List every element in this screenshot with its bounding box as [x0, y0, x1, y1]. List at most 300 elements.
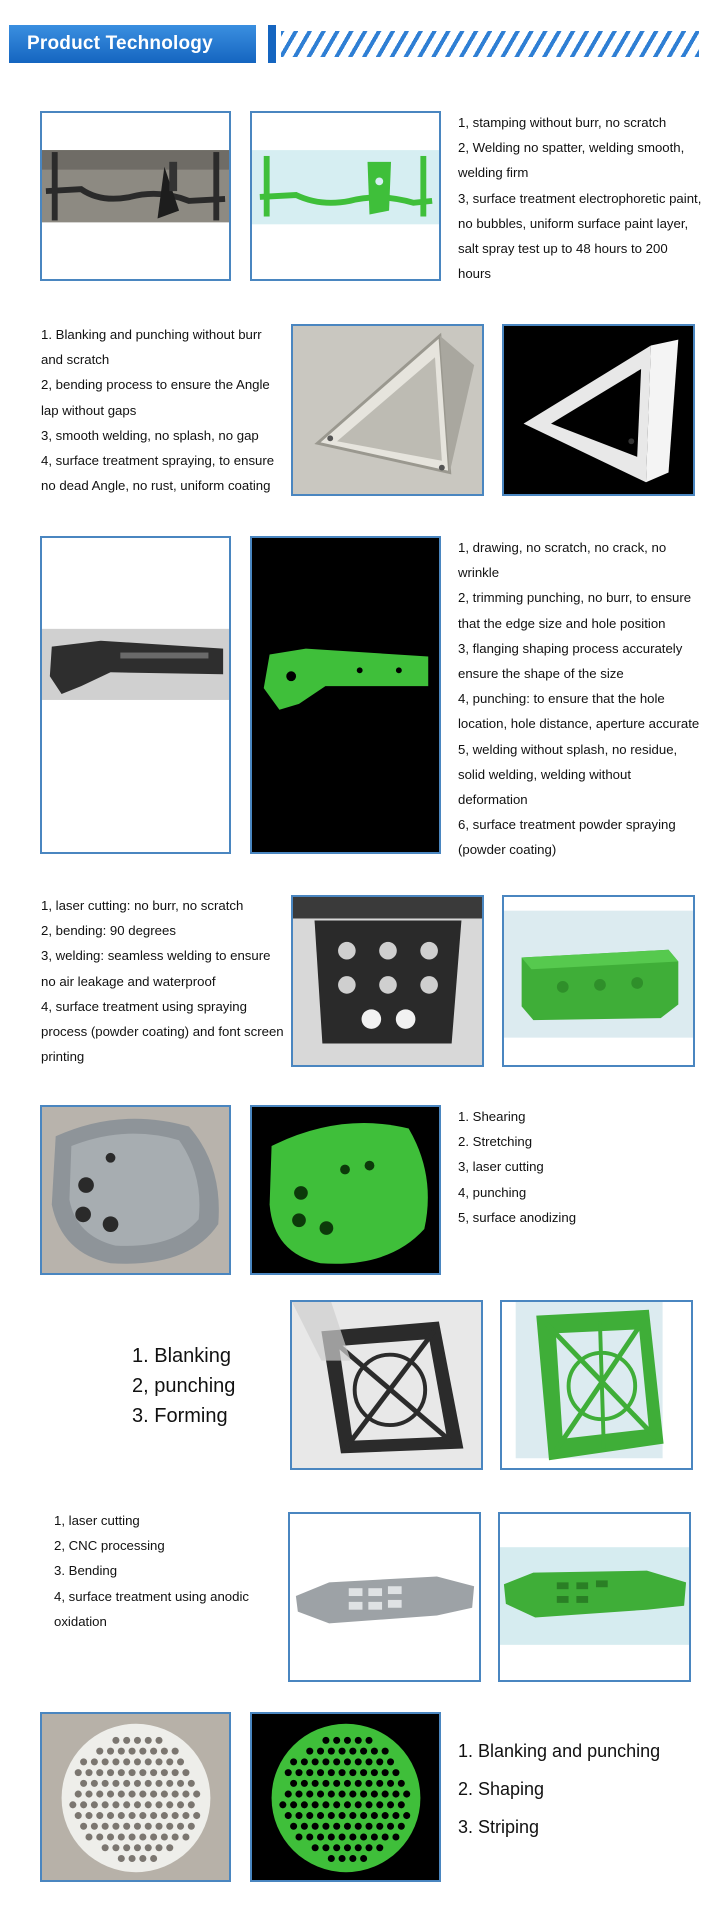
disc-hole — [382, 1834, 389, 1841]
disc-hole — [177, 1780, 184, 1787]
disc-hole — [107, 1748, 114, 1755]
section-3-line: location, hole distance, aperture accurate — [458, 716, 700, 732]
section-6-line: 3. Forming — [132, 1405, 228, 1427]
section-2-line: 1. Blanking and punching without burr — [41, 327, 262, 342]
disc-hole — [295, 1834, 302, 1841]
disc-hole — [317, 1748, 324, 1755]
section-2-line: 3, smooth welding, no splash, no gap — [41, 427, 259, 443]
render-green-chassis — [498, 1512, 691, 1682]
disc-hole — [85, 1791, 92, 1798]
disc-hole — [295, 1769, 302, 1776]
disc-hole — [161, 1791, 168, 1798]
disc-hole — [155, 1801, 162, 1808]
disc-hole — [312, 1823, 319, 1830]
section-8-line: 1. Blanking and punching — [458, 1741, 661, 1761]
section-1-line: 3, surface treatment electrophoretic paint, — [458, 190, 702, 206]
disc-hole — [360, 1812, 367, 1819]
disc-hole — [344, 1758, 351, 1765]
disc-hole — [306, 1791, 313, 1798]
disc-hole — [376, 1780, 383, 1787]
disc-hole — [96, 1769, 103, 1776]
disc-hole — [365, 1780, 372, 1787]
disc-hole — [392, 1834, 399, 1841]
disc-hole — [75, 1769, 82, 1776]
disc-hole — [75, 1812, 82, 1819]
disc-hole — [339, 1834, 346, 1841]
section-1-line: hours — [458, 266, 491, 282]
disc-hole — [139, 1834, 146, 1841]
disc-hole — [139, 1748, 146, 1755]
disc-hole — [102, 1780, 109, 1787]
disc-hole — [290, 1780, 297, 1787]
section-2-text — [41, 322, 274, 498]
disc-hole — [123, 1801, 130, 1808]
section-3-line: ensure the shape of the size — [458, 666, 624, 682]
disc-hole — [387, 1801, 394, 1808]
section-7-text — [54, 1508, 249, 1634]
disc-hole — [139, 1769, 146, 1776]
disc-hole — [107, 1769, 114, 1776]
disc-hole — [85, 1834, 92, 1841]
disc-hole — [102, 1758, 109, 1765]
disc-hole — [172, 1791, 179, 1798]
section-3-text — [458, 535, 699, 863]
disc-hole — [301, 1780, 308, 1787]
disc-hole — [371, 1769, 378, 1776]
disc-hole — [118, 1769, 125, 1776]
disc-hole — [355, 1844, 362, 1851]
disc-hole — [387, 1780, 394, 1787]
section-2-line: lap without gaps — [41, 402, 137, 418]
disc-hole — [290, 1758, 297, 1765]
disc-hole — [112, 1823, 119, 1830]
disc-hole — [166, 1801, 173, 1808]
section-4-line: printing — [41, 1049, 85, 1065]
section-2-line: 2, bending process to ensure the Angle — [41, 377, 270, 393]
disc-hole — [182, 1834, 189, 1841]
disc-hole — [155, 1758, 162, 1765]
disc-hole — [339, 1812, 346, 1819]
disc-hole — [285, 1791, 292, 1798]
disc-hole — [150, 1748, 157, 1755]
disc-hole — [188, 1823, 195, 1830]
disc-hole — [333, 1737, 340, 1744]
section-8-line: 2. Shaping — [458, 1779, 545, 1799]
disc-hole — [150, 1834, 157, 1841]
disc-hole — [123, 1780, 130, 1787]
disc-hole — [365, 1801, 372, 1808]
disc-hole — [107, 1834, 114, 1841]
photo-triangle-bracket — [291, 324, 484, 496]
disc-hole — [317, 1791, 324, 1798]
disc-hole — [80, 1823, 87, 1830]
section-5-line: 5, surface anodizing — [458, 1209, 577, 1225]
disc-hole — [150, 1855, 157, 1862]
disc-hole — [129, 1834, 136, 1841]
render-green-cover — [250, 1105, 441, 1275]
disc-hole — [333, 1780, 340, 1787]
disc-hole — [376, 1801, 383, 1808]
disc-hole — [290, 1801, 297, 1808]
disc-hole — [333, 1758, 340, 1765]
disc-hole — [328, 1855, 335, 1862]
disc-hole — [349, 1748, 356, 1755]
disc-hole — [91, 1780, 98, 1787]
photo-perforated-disc — [40, 1712, 231, 1882]
disc-hole — [69, 1801, 76, 1808]
disc-hole — [177, 1823, 184, 1830]
disc-hole — [134, 1801, 141, 1808]
disc-hole — [339, 1791, 346, 1798]
section-2-line: 4, surface treatment spraying, to ensure — [41, 453, 275, 469]
disc-hole — [85, 1769, 92, 1776]
disc-hole — [306, 1769, 313, 1776]
render-triangle-bracket — [502, 324, 695, 496]
disc-hole — [339, 1769, 346, 1776]
disc-hole — [285, 1812, 292, 1819]
section-6-line: 2, punching — [132, 1375, 236, 1397]
disc-hole — [355, 1801, 362, 1808]
disc-hole — [376, 1758, 383, 1765]
disc-hole — [193, 1812, 200, 1819]
section-5-line: 1. Shearing — [458, 1109, 526, 1124]
disc-hole — [295, 1791, 302, 1798]
disc-hole — [172, 1812, 179, 1819]
disc-hole — [112, 1780, 119, 1787]
disc-hole — [376, 1823, 383, 1830]
disc-hole — [123, 1823, 130, 1830]
disc-hole — [145, 1758, 152, 1765]
disc-hole — [123, 1844, 130, 1851]
disc-hole — [322, 1801, 329, 1808]
disc-hole — [155, 1823, 162, 1830]
disc-hole — [295, 1812, 302, 1819]
disc-hole — [118, 1855, 125, 1862]
section-8-line: 3. Striping — [458, 1817, 540, 1837]
disc-hole — [182, 1791, 189, 1798]
section-3-line: 2, trimming punching, no burr, to ensure — [458, 590, 692, 606]
render-green-rack — [250, 111, 441, 281]
disc-hole — [112, 1758, 119, 1765]
photo-perforated-box — [291, 895, 484, 1067]
disc-hole — [306, 1748, 313, 1755]
disc-hole — [403, 1812, 410, 1819]
section-1-line: 1, stamping without burr, no scratch — [458, 115, 667, 130]
disc-hole — [139, 1791, 146, 1798]
section-3-line: deformation — [458, 792, 528, 808]
disc-hole — [403, 1791, 410, 1798]
section-7-line: oxidation — [54, 1613, 107, 1629]
section-3-line: 3, flanging shaping process accurately — [458, 640, 683, 656]
disc-hole — [382, 1812, 389, 1819]
disc-hole — [285, 1769, 292, 1776]
render-green-disc — [250, 1712, 441, 1882]
disc-hole — [279, 1801, 286, 1808]
disc-hole — [102, 1801, 109, 1808]
disc-hole — [365, 1823, 372, 1830]
section-1-line: 2, Welding no spatter, welding smooth, — [458, 140, 685, 156]
disc-hole — [161, 1769, 168, 1776]
disc-hole — [392, 1812, 399, 1819]
disc-hole — [123, 1758, 130, 1765]
disc-hole — [349, 1791, 356, 1798]
disc-hole — [382, 1748, 389, 1755]
section-3-line: that the edge size and hole position — [458, 615, 666, 631]
disc-hole — [145, 1844, 152, 1851]
disc-hole — [328, 1791, 335, 1798]
disc-hole — [365, 1758, 372, 1765]
disc-hole — [129, 1855, 136, 1862]
disc-hole — [75, 1791, 82, 1798]
disc-hole — [301, 1758, 308, 1765]
section-4-line: 2, bending: 90 degrees — [41, 923, 176, 939]
disc-hole — [118, 1834, 125, 1841]
disc-hole — [392, 1791, 399, 1798]
disc-hole — [322, 1758, 329, 1765]
section-6-line: 1. Blanking — [132, 1345, 231, 1367]
disc-hole — [129, 1748, 136, 1755]
disc-hole — [134, 1737, 141, 1744]
section-4-text — [41, 893, 284, 1069]
disc-hole — [328, 1769, 335, 1776]
disc-hole — [371, 1812, 378, 1819]
disc-hole — [118, 1791, 125, 1798]
disc-hole — [312, 1844, 319, 1851]
disc-hole — [102, 1844, 109, 1851]
disc-hole — [129, 1812, 136, 1819]
disc-hole — [301, 1801, 308, 1808]
disc-hole — [387, 1823, 394, 1830]
disc-hole — [322, 1844, 329, 1851]
photo-disc-svg — [42, 1714, 229, 1880]
section-5-text — [458, 1104, 576, 1230]
disc-hole — [80, 1780, 87, 1787]
disc-hole — [118, 1812, 125, 1819]
section-1-line: no bubbles, uniform surface paint layer, — [458, 215, 689, 231]
disc-hole — [145, 1737, 152, 1744]
disc-hole — [344, 1844, 351, 1851]
disc-hole — [344, 1737, 351, 1744]
disc-hole — [322, 1737, 329, 1744]
disc-hole — [317, 1812, 324, 1819]
disc-hole — [371, 1834, 378, 1841]
disc-hole — [317, 1769, 324, 1776]
disc-hole — [96, 1812, 103, 1819]
disc-hole — [349, 1769, 356, 1776]
disc-hole — [161, 1834, 168, 1841]
disc-hole — [355, 1823, 362, 1830]
disc-hole — [172, 1748, 179, 1755]
disc-hole — [134, 1758, 141, 1765]
disc-hole — [349, 1812, 356, 1819]
render-green-spoked-plate — [500, 1300, 693, 1470]
disc-hole — [112, 1801, 119, 1808]
disc-hole — [123, 1737, 130, 1744]
section-3-line: 5, welding without splash, no residue, — [458, 741, 678, 757]
disc-hole — [172, 1834, 179, 1841]
banner-gap — [256, 25, 268, 63]
disc-hole — [317, 1834, 324, 1841]
photo-drawn-part — [40, 536, 231, 854]
section-5-line: 2. Stretching — [458, 1134, 533, 1150]
disc-hole — [322, 1823, 329, 1830]
disc-hole — [344, 1801, 351, 1808]
section-7-line: 1, laser cutting — [54, 1513, 140, 1528]
disc-hole — [166, 1844, 173, 1851]
disc-hole — [134, 1844, 141, 1851]
disc-hole — [166, 1780, 173, 1787]
section-2-line: and scratch — [41, 352, 110, 368]
disc-hole — [322, 1780, 329, 1787]
disc-hole — [177, 1758, 184, 1765]
disc-hole — [150, 1769, 157, 1776]
disc-hole — [328, 1748, 335, 1755]
disc-hole — [339, 1855, 346, 1862]
disc-hole — [129, 1791, 136, 1798]
disc-hole — [129, 1769, 136, 1776]
disc-hole — [355, 1758, 362, 1765]
banner-accent-bar — [268, 25, 276, 63]
disc-hole — [188, 1780, 195, 1787]
page-title: Product Technology — [9, 25, 256, 63]
disc-hole — [96, 1834, 103, 1841]
disc-hole — [177, 1801, 184, 1808]
disc-hole — [96, 1748, 103, 1755]
section-4-line: process (powder coating) and font screen — [41, 1024, 284, 1040]
disc-hole — [193, 1791, 200, 1798]
disc-hole — [387, 1758, 394, 1765]
section-5-line: 3, laser cutting — [458, 1159, 544, 1175]
disc-hole — [333, 1844, 340, 1851]
section-6-text — [132, 1341, 235, 1431]
disc-hole — [360, 1791, 367, 1798]
disc-hole — [85, 1812, 92, 1819]
photo-stretched-cover — [40, 1105, 231, 1275]
disc-hole — [161, 1748, 168, 1755]
disc-hole — [344, 1780, 351, 1787]
disc-hole — [134, 1780, 141, 1787]
disc-hole — [312, 1801, 319, 1808]
disc-hole — [134, 1823, 141, 1830]
disc-hole — [182, 1812, 189, 1819]
disc-hole — [301, 1823, 308, 1830]
disc-hole — [102, 1823, 109, 1830]
section-3-line: 1, drawing, no scratch, no crack, no — [458, 540, 667, 555]
section-2-line: no dead Angle, no rust, uniform coating — [41, 478, 271, 494]
disc-hole — [290, 1823, 297, 1830]
banner-stripes — [281, 31, 699, 57]
section-3-line: wrinkle — [458, 565, 500, 581]
photo-cnc-chassis — [288, 1512, 481, 1682]
disc-hole — [360, 1748, 367, 1755]
disc-hole — [333, 1823, 340, 1830]
disc-hole — [112, 1844, 119, 1851]
disc-hole — [161, 1812, 168, 1819]
photo-spoked-plate — [290, 1300, 483, 1470]
disc-hole — [166, 1823, 173, 1830]
section-4-line: no air leakage and waterproof — [41, 973, 216, 989]
disc-hole — [398, 1780, 405, 1787]
section-7-line: 4, surface treatment using anodic — [54, 1588, 249, 1604]
disc-hole — [306, 1812, 313, 1819]
section-3-line: (powder coating) — [458, 842, 557, 858]
disc-hole — [339, 1748, 346, 1755]
disc-hole — [166, 1758, 173, 1765]
disc-hole — [145, 1823, 152, 1830]
disc-hole — [112, 1737, 119, 1744]
disc-hole — [360, 1769, 367, 1776]
disc-hole — [91, 1801, 98, 1808]
disc-hole — [80, 1801, 87, 1808]
disc-hole — [371, 1791, 378, 1798]
section-7-line: 3. Bending — [54, 1563, 118, 1579]
disc-hole — [365, 1737, 372, 1744]
section-3-line: 6, surface treatment powder spraying — [458, 817, 676, 833]
section-1-line: welding firm — [458, 165, 529, 181]
disc-hole — [376, 1844, 383, 1851]
disc-hole — [172, 1769, 179, 1776]
disc-hole — [80, 1758, 87, 1765]
header-banner — [9, 25, 699, 63]
disc-hole — [349, 1855, 356, 1862]
disc-hole — [392, 1769, 399, 1776]
disc-hole — [398, 1801, 405, 1808]
disc-hole — [306, 1834, 313, 1841]
disc-hole — [91, 1823, 98, 1830]
section-5-line: 4, punching — [458, 1184, 527, 1200]
section-7-line: 2, CNC processing — [54, 1538, 165, 1554]
section-1-line: salt spray test up to 48 hours to 200 — [458, 241, 668, 257]
disc-hole — [398, 1823, 405, 1830]
disc-hole — [328, 1834, 335, 1841]
disc-hole — [150, 1812, 157, 1819]
disc-hole — [188, 1801, 195, 1808]
section-3-line: solid welding, welding without — [458, 766, 632, 782]
disc-hole — [96, 1791, 103, 1798]
disc-hole — [139, 1855, 146, 1862]
disc-hole — [360, 1834, 367, 1841]
disc-hole — [150, 1791, 157, 1798]
disc-hole — [91, 1758, 98, 1765]
disc-hole — [312, 1758, 319, 1765]
render-disc-svg — [252, 1714, 439, 1880]
disc-hole — [118, 1748, 125, 1755]
disc-hole — [155, 1844, 162, 1851]
disc-hole — [107, 1812, 114, 1819]
disc-hole — [182, 1769, 189, 1776]
disc-hole — [344, 1823, 351, 1830]
disc-hole — [371, 1748, 378, 1755]
section-4-line: 4, surface treatment using spraying — [41, 998, 247, 1014]
section-4-line: 1, laser cutting: no burr, no scratch — [41, 898, 244, 913]
disc-hole — [107, 1791, 114, 1798]
disc-hole — [145, 1780, 152, 1787]
section-3-line: 4, punching: to ensure that the hole — [458, 691, 665, 707]
render-green-box — [502, 895, 695, 1067]
disc-hole — [145, 1801, 152, 1808]
disc-hole — [328, 1812, 335, 1819]
photo-stamped-rack — [40, 111, 231, 281]
disc-hole — [360, 1855, 367, 1862]
disc-hole — [355, 1780, 362, 1787]
disc-hole — [382, 1769, 389, 1776]
disc-hole — [349, 1834, 356, 1841]
render-green-drawn-part — [250, 536, 441, 854]
section-4-line: 3, welding: seamless welding to ensure — [41, 948, 271, 964]
section-8-text — [458, 1732, 660, 1846]
disc-hole — [155, 1780, 162, 1787]
disc-hole — [382, 1791, 389, 1798]
